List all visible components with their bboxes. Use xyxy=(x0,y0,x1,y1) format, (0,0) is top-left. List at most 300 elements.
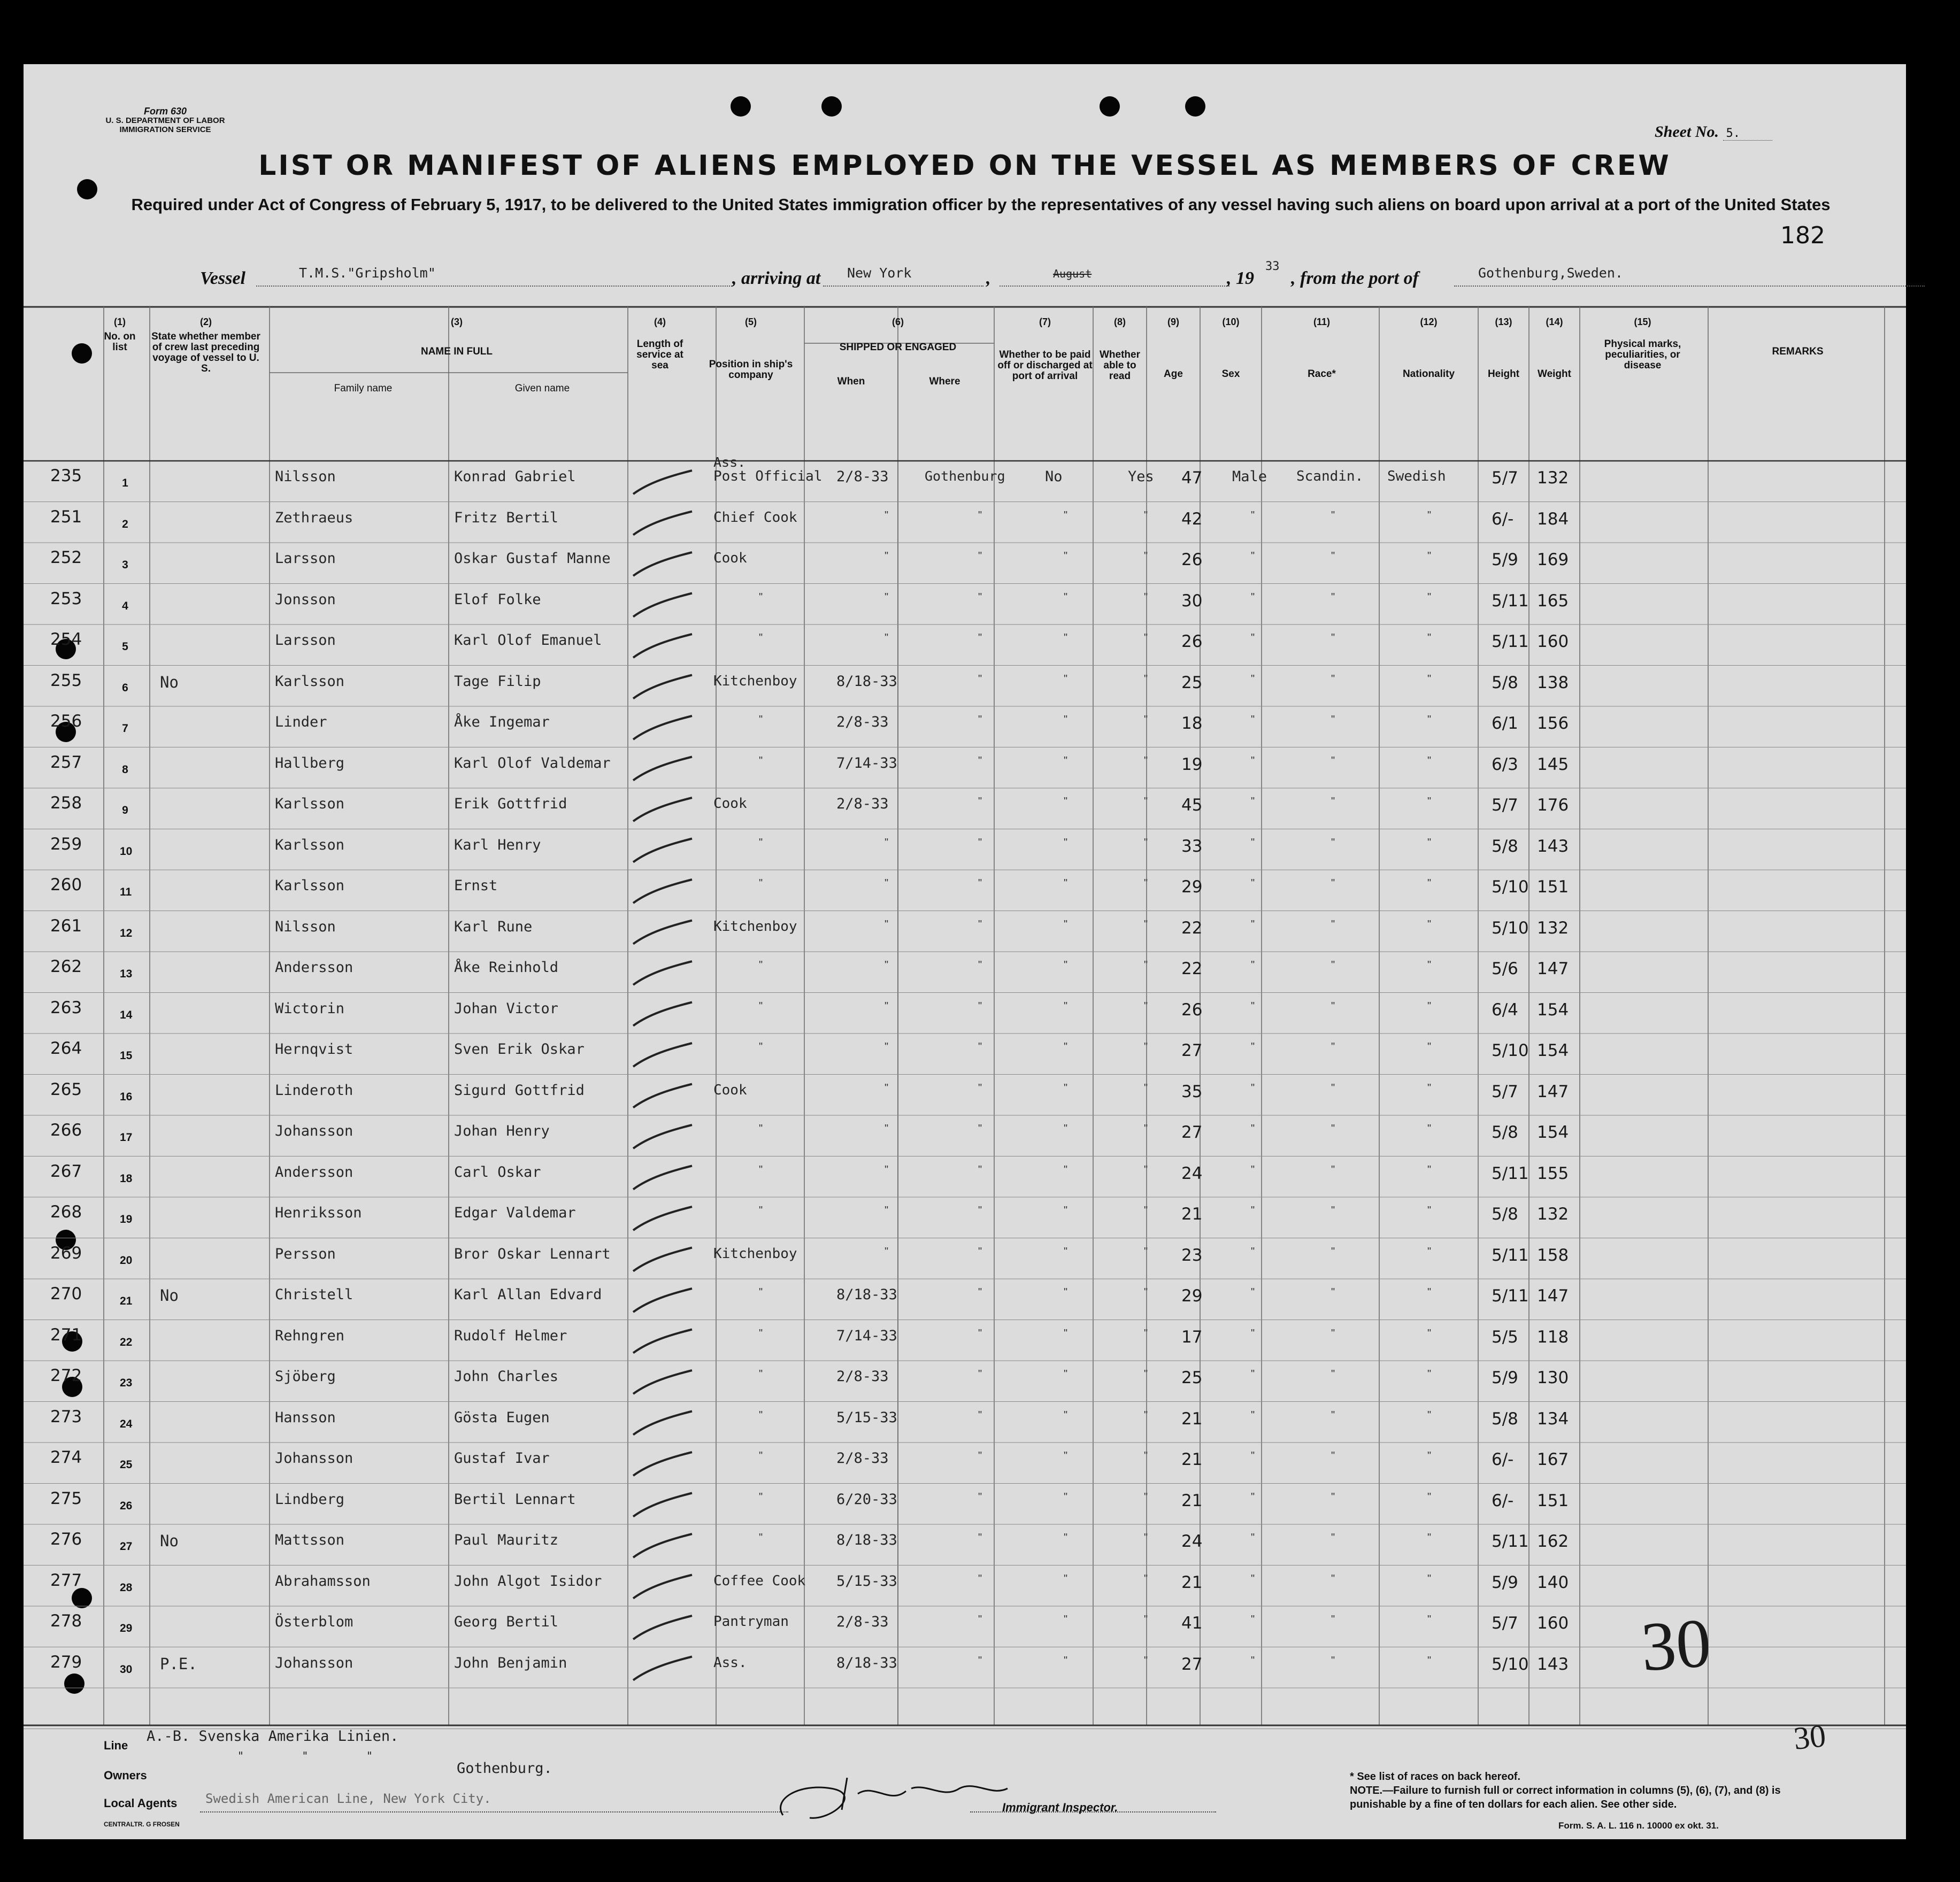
agents-underline xyxy=(200,1811,788,1812)
paid-off-ditto: " xyxy=(1064,1409,1068,1421)
row-number: 29 xyxy=(120,1622,133,1634)
service-length-mark xyxy=(633,512,692,535)
race-ditto: " xyxy=(1331,1041,1335,1053)
weight: 147 xyxy=(1537,959,1569,978)
row-reference-number: 259 xyxy=(50,834,82,854)
col11-number: (11) xyxy=(1313,317,1331,327)
service-length-mark xyxy=(633,1452,692,1476)
row-number: 11 xyxy=(120,886,132,898)
age: 25 xyxy=(1181,1368,1203,1387)
weight: 155 xyxy=(1537,1163,1569,1183)
position: Chief Cook xyxy=(713,509,797,526)
row-number: 13 xyxy=(120,968,133,980)
paid-off-ditto: " xyxy=(1064,591,1068,603)
arriving-label: , arriving at xyxy=(732,268,821,288)
family-name: Mattsson xyxy=(275,1532,345,1548)
sex-ditto: " xyxy=(1251,1572,1255,1585)
height: 6/1 xyxy=(1492,714,1518,733)
height: 5/10 xyxy=(1492,1041,1529,1060)
row-number: 27 xyxy=(120,1540,133,1553)
vessel-value: T.M.S."Gripsholm" xyxy=(299,265,436,281)
shipped-where-ditto: " xyxy=(978,1205,982,1216)
shipped-where-ditto: " xyxy=(978,1614,982,1625)
shipped-when: 5/15-33 xyxy=(836,1409,897,1426)
able-to-read-ditto: " xyxy=(1144,673,1148,685)
paid-off-ditto: " xyxy=(1064,1000,1068,1012)
nationality-ditto: " xyxy=(1427,1163,1432,1176)
shipped-when: 5/15-33 xyxy=(836,1572,897,1590)
family-name: Zethraeus xyxy=(275,509,353,526)
page-number: 182 xyxy=(1780,222,1825,249)
shipped-where-ditto: " xyxy=(978,877,982,889)
nationality-ditto: " xyxy=(1427,796,1432,807)
page-subtitle: Required under Act of Congress of February 5, 1917, to be delivered to the United States immigration officer by the representatives of any vessel having such aliens on board upon arrival at a port of the United States xyxy=(131,195,1831,214)
able-to-read-ditto: " xyxy=(1144,714,1148,726)
sex-ditto: " xyxy=(1251,959,1255,971)
shipped-where-ditto: " xyxy=(978,836,982,849)
handwritten-count-bottom: 30 xyxy=(1792,1718,1828,1756)
weight: 165 xyxy=(1537,591,1569,611)
race-ditto: " xyxy=(1331,1368,1335,1380)
weight: 118 xyxy=(1537,1327,1569,1347)
col6-where-header: Where xyxy=(929,376,960,387)
given-name: Edgar Valdemar xyxy=(454,1205,576,1221)
given-name: Åke Ingemar xyxy=(454,714,550,730)
row-reference-number: 274 xyxy=(50,1448,82,1467)
sex-ditto: " xyxy=(1251,1205,1255,1216)
nationality-ditto: " xyxy=(1427,632,1432,644)
service-length-mark xyxy=(633,1330,692,1353)
service-length-mark xyxy=(633,1125,692,1148)
paid-off-ditto: " xyxy=(1064,550,1068,562)
given-name: Fritz Bertil xyxy=(454,509,559,526)
able-to-read-ditto: " xyxy=(1144,918,1148,930)
able-to-read-ditto: " xyxy=(1144,632,1148,644)
paid-off-ditto: " xyxy=(1064,1082,1068,1094)
col15-number: (15) xyxy=(1634,317,1651,327)
paid-off-ditto: " xyxy=(1064,1245,1068,1258)
row-number: 20 xyxy=(120,1254,133,1267)
age: 27 xyxy=(1181,1123,1203,1142)
row-number: 2 xyxy=(122,518,128,530)
year-prefix: , 19 xyxy=(1227,268,1254,288)
col11-header: Race* xyxy=(1308,368,1336,380)
able-to-read-ditto: " xyxy=(1144,1205,1148,1216)
handwritten-total: 30 xyxy=(1639,1604,1713,1686)
vessel-underline xyxy=(256,286,732,287)
race-ditto: " xyxy=(1331,796,1335,807)
weight: 147 xyxy=(1537,1082,1569,1101)
given-name: Georg Bertil xyxy=(454,1614,559,1630)
nationality-ditto: " xyxy=(1427,1205,1432,1216)
col15-header: Physical marks, peculiarities, or disease xyxy=(1604,338,1681,371)
row-reference-number: 254 xyxy=(50,630,82,649)
given-name: Elof Folke xyxy=(454,591,541,608)
sex-ditto: " xyxy=(1251,1041,1255,1053)
height: 5/10 xyxy=(1492,918,1529,938)
family-name: Abrahamsson xyxy=(275,1572,371,1590)
weight: 132 xyxy=(1537,918,1569,938)
sheet-value: 5. xyxy=(1723,127,1773,141)
row-number: 24 xyxy=(120,1417,133,1430)
nationality-ditto: " xyxy=(1427,1082,1432,1094)
service-length-mark xyxy=(633,798,692,821)
weight: 154 xyxy=(1537,1000,1569,1020)
col3-header: NAME IN FULL xyxy=(420,346,493,357)
row-number: 18 xyxy=(120,1172,133,1185)
service-length-mark xyxy=(633,1043,692,1067)
able-to-read-ditto: " xyxy=(1144,1245,1148,1258)
race-ditto: " xyxy=(1331,550,1335,562)
weight: 169 xyxy=(1537,550,1569,569)
family-name: Karlsson xyxy=(275,673,345,690)
age: 21 xyxy=(1181,1409,1203,1429)
height: 5/5 xyxy=(1492,1327,1518,1347)
height: 5/11 xyxy=(1492,632,1529,651)
shipped-where-ditto: " xyxy=(978,632,982,644)
service-length-mark xyxy=(633,880,692,903)
paid-off-ditto: " xyxy=(1064,1368,1068,1380)
nationality-ditto: " xyxy=(1427,1654,1432,1667)
position-ditto: " xyxy=(759,1368,763,1380)
nationality-ditto: " xyxy=(1427,1409,1432,1421)
height: 5/7 xyxy=(1492,1082,1518,1101)
family-name: Andersson xyxy=(275,959,353,976)
department: U. S. DEPARTMENT OF LABOR xyxy=(105,116,225,125)
paid-off-ditto: " xyxy=(1064,877,1068,889)
nationality-ditto: " xyxy=(1427,714,1432,726)
row-number: 30 xyxy=(120,1663,133,1676)
age: 21 xyxy=(1181,1491,1203,1510)
able-to-read-ditto: " xyxy=(1144,1532,1148,1544)
position: Cook xyxy=(713,796,747,812)
weight: 140 xyxy=(1537,1572,1569,1592)
height: 5/7 xyxy=(1492,1614,1518,1633)
given-name: Sven Erik Oskar xyxy=(454,1041,585,1058)
row-number: 1 xyxy=(122,477,128,489)
row-number: 23 xyxy=(120,1377,133,1389)
col9-header: Age xyxy=(1164,368,1183,380)
nationality-ditto: " xyxy=(1427,1123,1432,1135)
row-reference-number: 261 xyxy=(50,916,82,936)
weight: 162 xyxy=(1537,1532,1569,1551)
age: 42 xyxy=(1181,509,1203,529)
row-reference-number: 270 xyxy=(50,1284,82,1303)
owners-value: Gothenburg. xyxy=(457,1760,552,1777)
age: 18 xyxy=(1181,714,1203,733)
able-to-read-ditto: " xyxy=(1144,1654,1148,1667)
sex-ditto: " xyxy=(1251,796,1255,807)
service-length-mark xyxy=(633,1370,692,1394)
sex-ditto: " xyxy=(1251,1245,1255,1258)
sex-ditto: " xyxy=(1251,591,1255,603)
service-length-mark xyxy=(633,675,692,699)
age: 30 xyxy=(1181,591,1203,611)
month-struck: August xyxy=(1053,267,1092,280)
shipped-when-ditto: " xyxy=(885,591,889,603)
able-to-read-ditto: " xyxy=(1144,1409,1148,1421)
race-ditto: " xyxy=(1331,918,1335,930)
paid-off-ditto: " xyxy=(1064,1532,1068,1544)
race-ditto: " xyxy=(1331,1286,1335,1298)
able-to-read-ditto: " xyxy=(1144,959,1148,971)
col2-header: State whether member of crew last preceding voyage of vessel to U. S. xyxy=(151,331,260,374)
height: 6/- xyxy=(1492,1450,1514,1469)
able-to-read-ditto: " xyxy=(1144,1123,1148,1135)
shipped-where-ditto: " xyxy=(978,1654,982,1667)
col12-number: (12) xyxy=(1420,317,1438,327)
col7-header: Whether to be paid off or discharged at port of arrival xyxy=(997,349,1093,382)
col6-header: SHIPPED OR ENGAGED xyxy=(839,342,957,353)
sex-ditto: " xyxy=(1251,836,1255,849)
vessel-line xyxy=(179,260,1783,292)
col3-family-header: Family name xyxy=(334,383,393,394)
from-port-label: , from the port of xyxy=(1291,268,1419,288)
family-name: Karlsson xyxy=(275,877,345,894)
shipped-when: 7/14-33 xyxy=(836,1327,897,1344)
previous-voyage-value: No xyxy=(160,673,179,691)
nationality-ditto: " xyxy=(1427,1286,1432,1298)
col12-header: Nationality xyxy=(1402,368,1455,380)
position: Coffee Cook xyxy=(713,1572,806,1589)
able-to-read-ditto: " xyxy=(1144,1491,1148,1503)
height: 6/4 xyxy=(1492,1000,1518,1020)
age: 21 xyxy=(1181,1450,1203,1469)
nationality-ditto: " xyxy=(1427,1000,1432,1012)
paid-off-ditto: " xyxy=(1064,632,1068,644)
height: 6/3 xyxy=(1492,754,1518,774)
race-ditto: " xyxy=(1331,877,1335,889)
service-length-mark xyxy=(633,1248,692,1271)
height: 5/6 xyxy=(1492,959,1518,978)
family-name: Rehngren xyxy=(275,1327,345,1344)
service: IMMIGRATION SERVICE xyxy=(119,125,211,134)
sex-ditto: " xyxy=(1251,1286,1255,1298)
position: Ass. xyxy=(713,1654,747,1671)
height: 5/7 xyxy=(1492,796,1518,815)
height: 5/11 xyxy=(1492,1532,1529,1551)
nationality-ditto: " xyxy=(1427,1041,1432,1053)
sex-ditto: " xyxy=(1251,1082,1255,1094)
col4-number: (4) xyxy=(654,317,666,327)
race-ditto: " xyxy=(1331,959,1335,971)
age: 29 xyxy=(1181,1286,1203,1306)
col14-number: (14) xyxy=(1546,317,1563,327)
paid-off-ditto: " xyxy=(1064,1286,1068,1298)
able-to-read-ditto: " xyxy=(1144,877,1148,889)
row-number: 16 xyxy=(120,1090,133,1103)
weight: 132 xyxy=(1537,1205,1569,1224)
position: Kitchenboy xyxy=(713,673,797,689)
service-length-mark xyxy=(633,1207,692,1230)
sex: Male xyxy=(1232,468,1267,485)
paid-off-ditto: " xyxy=(1064,1327,1068,1339)
race-ditto: " xyxy=(1331,1000,1335,1012)
shipped-where-ditto: " xyxy=(978,754,982,767)
sex-ditto: " xyxy=(1251,1532,1255,1544)
given-name: Åke Reinhold xyxy=(454,959,559,976)
shipped-where-ditto: " xyxy=(978,591,982,603)
service-length-mark xyxy=(633,1534,692,1557)
sheet-label: Sheet No. xyxy=(1655,123,1719,141)
row-number: 28 xyxy=(120,1581,133,1594)
given-name: Karl Olof Emanuel xyxy=(454,632,602,649)
height: 5/11 xyxy=(1492,1286,1529,1306)
race-ditto: " xyxy=(1331,1163,1335,1176)
sheet-number xyxy=(1655,123,1772,141)
able-to-read-ditto: " xyxy=(1144,1286,1148,1298)
row-reference-number: 275 xyxy=(50,1488,82,1508)
race-ditto: " xyxy=(1331,1654,1335,1667)
weight: 147 xyxy=(1537,1286,1569,1306)
shipped-where-ditto: " xyxy=(978,1572,982,1585)
position-ditto: " xyxy=(759,1286,763,1298)
weight: 184 xyxy=(1537,509,1569,529)
shipped-where-ditto: " xyxy=(978,796,982,807)
col4-header: Length of service at sea xyxy=(636,338,683,371)
service-length-mark xyxy=(633,839,692,862)
position-ditto: " xyxy=(759,754,763,767)
shipped-when-ditto: " xyxy=(885,1245,889,1258)
position-prefix: Ass. xyxy=(713,454,746,470)
shipped-when-ditto: " xyxy=(885,1000,889,1012)
weight: 151 xyxy=(1537,1491,1569,1510)
position-ditto: " xyxy=(759,959,763,971)
given-name: Bror Oskar Lennart xyxy=(454,1245,611,1262)
paid-off-ditto: " xyxy=(1064,1205,1068,1216)
height: 5/8 xyxy=(1492,836,1518,856)
row-reference-number: 273 xyxy=(50,1407,82,1426)
age: 29 xyxy=(1181,877,1203,897)
position-ditto: " xyxy=(759,1163,763,1176)
given-name: John Algot Isidor xyxy=(454,1572,602,1590)
service-length-mark xyxy=(633,921,692,944)
punch-hole-icon xyxy=(1100,96,1120,117)
age: 27 xyxy=(1181,1041,1203,1060)
row-number: 25 xyxy=(120,1459,133,1471)
col14-header: Weight xyxy=(1538,368,1571,380)
form-number: Form 630 xyxy=(143,106,187,117)
sex-ditto: " xyxy=(1251,1327,1255,1339)
service-length-mark xyxy=(633,1493,692,1517)
height: 5/7 xyxy=(1492,468,1518,488)
shipped-when-ditto: " xyxy=(885,918,889,930)
nationality-ditto: " xyxy=(1427,550,1432,562)
given-name: Oskar Gustaf Manne xyxy=(454,550,611,567)
shipped-where-ditto: " xyxy=(978,1286,982,1298)
row-reference-number: 264 xyxy=(50,1039,82,1058)
row-number: 19 xyxy=(120,1213,133,1225)
nationality-ditto: " xyxy=(1427,754,1432,767)
date-underline xyxy=(1000,286,1229,287)
col5-header: Position in ship's company xyxy=(709,359,793,381)
shipped-when-ditto: " xyxy=(885,1163,889,1176)
given-name: Tage Filip xyxy=(454,673,541,690)
vessel-label: Vessel xyxy=(200,268,245,288)
row-number: 26 xyxy=(120,1499,133,1512)
races-note: * See list of races on back hereof. xyxy=(1350,1771,1521,1783)
able-to-read-ditto: " xyxy=(1144,1163,1148,1176)
able-to-read-ditto: " xyxy=(1144,509,1148,521)
sex-ditto: " xyxy=(1251,550,1255,562)
row-reference-number: 269 xyxy=(50,1243,82,1263)
line-label: Line xyxy=(104,1739,128,1752)
family-name: Wictorin xyxy=(275,1000,345,1017)
row-reference-number: 265 xyxy=(50,1079,82,1099)
given-name: Bertil Lennart xyxy=(454,1491,576,1508)
row-reference-number: 255 xyxy=(50,670,82,690)
height: 5/8 xyxy=(1492,1205,1518,1224)
sex-ditto: " xyxy=(1251,1000,1255,1012)
service-length-mark xyxy=(633,1575,692,1599)
weight: 143 xyxy=(1537,836,1569,856)
row-reference-number: 267 xyxy=(50,1161,82,1181)
service-length-mark xyxy=(633,1289,692,1312)
shipped-where-ditto: " xyxy=(978,1368,982,1380)
family-name: Nilsson xyxy=(275,918,336,935)
age: 27 xyxy=(1181,1654,1203,1674)
height: 6/- xyxy=(1492,509,1514,529)
height: 6/- xyxy=(1492,1491,1514,1510)
owners-label: Owners xyxy=(104,1769,147,1782)
able-to-read-ditto: " xyxy=(1144,1041,1148,1053)
race-ditto: " xyxy=(1331,836,1335,849)
family-name: Hernqvist xyxy=(275,1041,353,1058)
age: 21 xyxy=(1181,1205,1203,1224)
manifest-sheet xyxy=(24,64,1906,1839)
shipped-when-ditto: " xyxy=(885,1082,889,1094)
able-to-read-ditto: " xyxy=(1144,796,1148,807)
family-name: Johansson xyxy=(275,1123,353,1139)
nationality-ditto: " xyxy=(1427,877,1432,889)
weight: 154 xyxy=(1537,1041,1569,1060)
able-to-read-ditto: " xyxy=(1144,1000,1148,1012)
service-length-mark xyxy=(633,1616,692,1639)
age: 26 xyxy=(1181,1000,1203,1020)
nationality-ditto: " xyxy=(1427,1491,1432,1503)
family-name: Jonsson xyxy=(275,591,336,608)
row-reference-number: 276 xyxy=(50,1530,82,1549)
given-name: Carl Oskar xyxy=(454,1163,541,1181)
row-number: 21 xyxy=(120,1295,133,1307)
height: 5/8 xyxy=(1492,673,1518,692)
shipped-when-ditto: " xyxy=(885,632,889,644)
paid-off-ditto: " xyxy=(1064,1163,1068,1176)
family-name: Christell xyxy=(275,1286,353,1303)
shipped-when: 2/8-33 xyxy=(836,796,889,812)
race-ditto: " xyxy=(1331,754,1335,767)
punch-hole-icon xyxy=(731,96,751,117)
printer-mark: CENTRALTR. G FROSEN xyxy=(104,1821,180,1828)
sex-ditto: " xyxy=(1251,877,1255,889)
shipped-where-ditto: " xyxy=(978,509,982,521)
shipped-when-ditto: " xyxy=(885,509,889,521)
able-to-read-ditto: " xyxy=(1144,836,1148,849)
height: 5/9 xyxy=(1492,1368,1518,1387)
shipped-where-ditto: " xyxy=(978,1163,982,1176)
paid-off-ditto: " xyxy=(1064,1654,1068,1667)
col1-header: No. on list xyxy=(104,331,136,353)
service-length-mark xyxy=(633,634,692,658)
race-ditto: " xyxy=(1331,1450,1335,1462)
shipped-when: 2/8-33 xyxy=(836,1368,889,1385)
agents-value: Swedish American Line, New York City. xyxy=(205,1791,491,1806)
given-name: Ernst xyxy=(454,877,498,894)
shipped-where-ditto: " xyxy=(978,673,982,685)
age: 26 xyxy=(1181,550,1203,569)
owners-ditto: " " " xyxy=(237,1749,373,1762)
col1-number: (1) xyxy=(114,317,126,327)
